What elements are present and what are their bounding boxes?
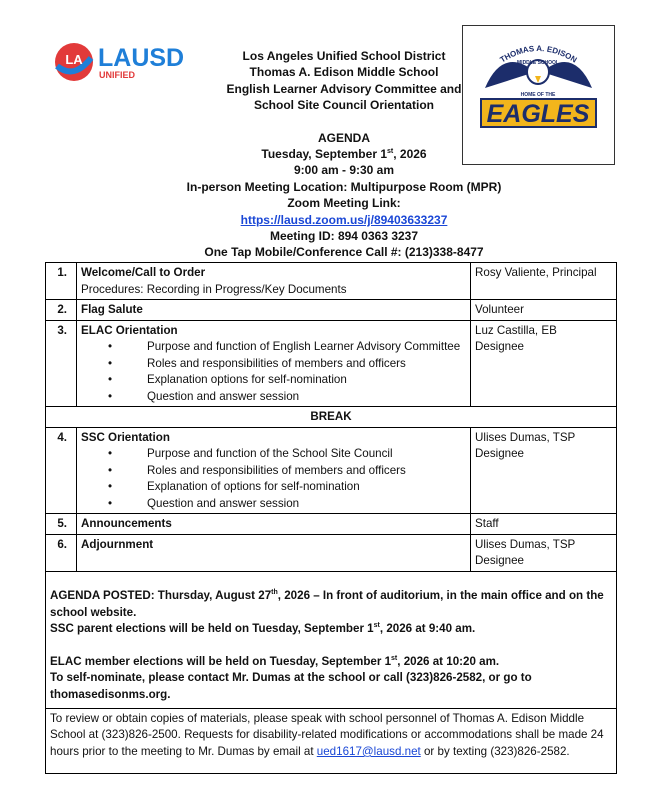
zoom-line: Zoom Meeting Link: https://lausd.zoom.us/j/89403633237 <box>240 196 448 227</box>
item-presenter <box>471 320 617 407</box>
eagles-logo-frame <box>462 25 615 165</box>
item-number: 4. <box>46 427 77 514</box>
eagles-home-of-the: HOME OF THE <box>520 92 556 98</box>
bullet-item: • Roles and responsibilities of members and officers <box>81 356 466 373</box>
eagles-school-name: THOMAS A. EDISON <box>498 43 579 65</box>
item-content <box>77 263 471 300</box>
item-presenter: Rosy Valiente, Principal <box>471 263 617 300</box>
footer-text-end: or by texting (323)826-2582. <box>420 744 570 758</box>
meeting-location: In-person Meeting Location: Multipurpose Room (MPR) <box>186 179 502 194</box>
presenter-line: Ulises Dumas, TSP <box>475 430 576 444</box>
meeting-id: Meeting ID: 894 0363 3237 <box>269 229 419 244</box>
self-nominate-notice: To self-nominate, please contact Mr. Dumas at the school or call (323)826-2582, or go to thomasedisonms.org. <box>50 671 532 701</box>
notices-block <box>45 574 617 709</box>
bullet-item: • Explanation options for self-nomination <box>81 372 466 389</box>
item-number: 5. <box>46 514 77 535</box>
item-title: Announcements <box>81 517 172 530</box>
item-number: 2. <box>46 300 77 321</box>
presenter-line: Designee <box>475 554 524 567</box>
agenda-break-row <box>46 407 617 428</box>
item-content <box>77 534 471 571</box>
zoom-link[interactable]: https://lausd.zoom.us/j/89403633237 <box>240 212 448 227</box>
item-content <box>77 300 471 321</box>
item-content <box>77 427 471 514</box>
break-label: BREAK <box>46 407 617 428</box>
presenter-line: Luz Castilla, EB <box>475 323 557 337</box>
item-content <box>77 514 471 535</box>
agenda-row-5 <box>46 514 617 535</box>
conference-phone: One Tap Mobile/Conference Call #: (213)338-8477 <box>204 245 484 260</box>
agenda-row-4 <box>46 427 617 514</box>
item-bullet-list <box>81 446 466 512</box>
bullet-item: • Question and answer session <box>81 496 466 513</box>
item-presenter <box>471 534 617 571</box>
lausd-logo-mark: LA <box>65 52 83 67</box>
item-number: 3. <box>46 320 77 407</box>
item-content <box>77 320 471 407</box>
bullet-item: • Question and answer session <box>81 389 466 406</box>
item-number: 6. <box>46 534 77 571</box>
lausd-logo-subtext: UNIFIED <box>99 70 135 80</box>
agenda-table <box>45 262 617 581</box>
lausd-logo-text: LAUSD <box>98 44 185 72</box>
meeting-date: Tuesday, September 1st, 2026 <box>261 147 427 162</box>
agenda-row-6 <box>46 534 617 571</box>
item-title: SSC Orientation <box>81 430 170 444</box>
bullet-item: • Purpose and function of the School Site Council <box>81 446 466 463</box>
agenda-row-1 <box>46 263 617 300</box>
item-title: Adjournment <box>81 537 154 551</box>
item-presenter <box>471 427 617 514</box>
item-title: ELAC Orientation <box>81 323 178 337</box>
item-bullet-list <box>81 339 466 405</box>
meeting-time: 9:00 am - 9:30 am <box>293 163 395 178</box>
bullet-item: • Purpose and function of English Learner Advisory Committee <box>81 339 466 356</box>
eagles-logo <box>463 26 614 164</box>
agenda-title: AGENDA <box>317 130 370 145</box>
bullet-item: • Roles and responsibilities of members and officers <box>81 463 466 480</box>
school-name: Thomas A. Edison Middle School <box>249 65 439 80</box>
committee-line-1: English Learner Advisory Committee and <box>226 81 462 96</box>
presenter-line: Designee <box>475 447 524 460</box>
item-presenter: Staff <box>471 514 617 535</box>
item-presenter: Volunteer <box>471 300 617 321</box>
footer-text: To review or obtain copies of materials, please speak with school personnel of Thomas A. Edison Middle School at (323)826-2500. Requests for disability-related modifications or accommodations shall be made 24 hours prior to the meeting to Mr. Dumas by email at <box>50 712 604 758</box>
agenda-header <box>186 48 502 261</box>
agenda-posted-notice: AGENDA POSTED: Thursday, August 27th, 2026 – In front of auditorium, in the main office and on the school website. <box>50 589 604 619</box>
agenda-row-3 <box>46 320 617 407</box>
eagles-middle-school: MIDDLE SCHOOL <box>517 60 559 66</box>
materials-footer <box>45 708 617 774</box>
elac-election-notice: ELAC member elections will be held on Tuesday, September 1st, 2026 at 10:20 am. <box>50 654 500 668</box>
bullet-item: • Explanation of options for self-nomination <box>81 479 466 496</box>
eagles-wordmark: EAGLES <box>486 100 590 128</box>
item-title: Flag Salute <box>81 303 143 316</box>
district-name: Los Angeles Unified School District <box>242 49 446 63</box>
committee-line-2: School Site Council Orientation <box>253 98 434 113</box>
presenter-line: Ulises Dumas, TSP <box>475 537 576 551</box>
email-link[interactable]: ued1617@lausd.net <box>316 744 421 758</box>
item-number: 1. <box>46 263 77 300</box>
presenter-line: Designee <box>475 340 524 353</box>
item-title: Welcome/Call to Order <box>81 266 206 279</box>
item-detail: Procedures: Recording in Progress/Key Documents <box>81 282 347 296</box>
ssc-election-notice: SSC parent elections will be held on Tuesday, September 1st, 2026 at 9:40 am. <box>50 622 476 636</box>
agenda-row-2 <box>46 300 617 321</box>
